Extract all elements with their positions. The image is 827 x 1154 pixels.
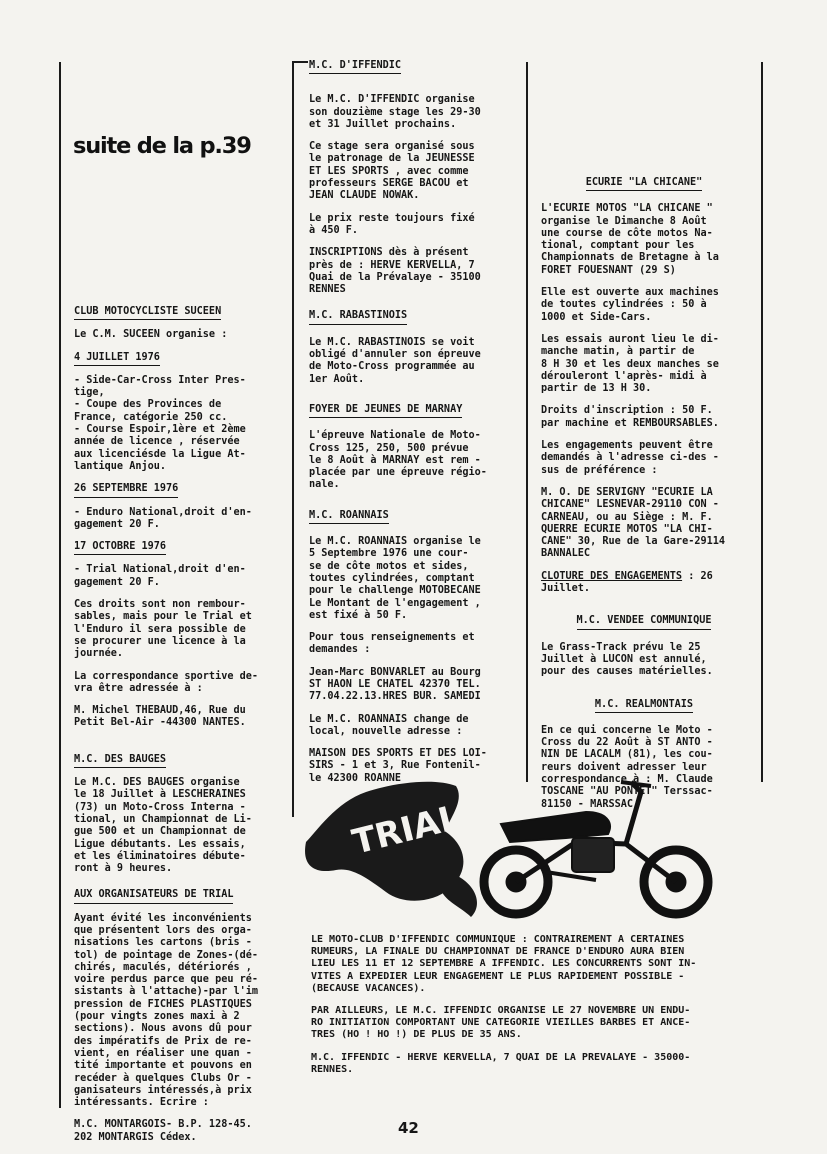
date-heading: 4 JUILLET 1976	[74, 352, 160, 366]
paragraph: L'épreuve Nationale de Moto- Cross 125, 250, 500 prévue le 8 Août à MARNAY est rem - placée par une épreuve régio- nale.	[309, 430, 487, 491]
section-heading-iffendic: M.C. D'IFFENDIC	[309, 60, 401, 74]
paragraph: Pour tous renseignements et demandes :	[309, 632, 475, 656]
column-2	[309, 60, 505, 795]
column-rule-right	[761, 62, 763, 782]
paragraph: L'ECURIE MOTOS "LA CHICANE " organise le Dimanche 8 Août une course de côte motos Na- tional, comptant pour les Championnats de Bretagne à la FORET FOUESNANT (29 S)	[541, 203, 719, 276]
page-number: 42	[398, 1119, 419, 1137]
paragraph: INSCRIPTIONS dès à présent près de : HERVE KERVELLA, 7 Quai de la Prévalaye - 35100 RENNES	[309, 247, 481, 296]
column-3	[541, 177, 747, 821]
paragraph: MAISON DES SPORTS ET DES LOI- SIRS - 1 et 3, Rue Fontenil- le 42300 ROANNE	[309, 748, 487, 784]
paragraph: - Side-Car-Cross Inter Pres- tige, - Coupe des Provinces de France, catégorie 250 cc. - Course Espoir,1ère et 2ème année de licence , réservée aux licenciésde la Ligue At- lantique Anjou.	[74, 374, 246, 472]
column-rule-left	[59, 62, 61, 1108]
section-heading-rabastinois: M.C. RABASTINOIS	[309, 310, 407, 324]
column-rule-mid-left	[292, 62, 294, 817]
paragraph: Droits d'inscription : 50 F. par machine et REMBOURSABLES.	[541, 405, 719, 429]
section-heading-marnay: FOYER DE JEUNES DE MARNAY	[309, 404, 462, 418]
paragraph: Les engagements peuvent être demandés à l'adresse ci-des - sus de préférence :	[541, 440, 719, 476]
paragraph: M. Michel THEBAUD,46, Rue du Petit Bel-Air -44300 NANTES.	[74, 705, 246, 729]
paragraph: Le M.C. D'IFFENDIC organise son douzième stage les 29-30 et 31 Juillet prochains.	[309, 94, 481, 130]
paragraph: La correspondance sportive de- vra être adressée à :	[74, 670, 259, 694]
section-heading-trial: AUX ORGANISATEURS DE TRIAL	[74, 889, 233, 903]
section-heading-vendee: M.C. VENDEE COMMUNIQUE	[577, 615, 712, 629]
paragraph: M.C. MONTARGOIS- B.P. 128-45. 202 MONTARGIS Cédex.	[74, 1119, 252, 1143]
section-heading-roannais: M.C. ROANNAIS	[309, 510, 389, 524]
section-heading-chicane: ECURIE "LA CHICANE"	[586, 177, 703, 191]
paragraph: Le M.C. ROANNAIS organise le 5 Septembre 1976 une cour- se de côte motos et sides, toutes cylindrées, comptant pour le challenge MOTOBECANE Le Montant de l'engagement , est fixé à 50 F.	[309, 536, 481, 621]
paragraph: M. O. DE SERVIGNY "ECURIE LA CHICANE" LESNEVAR-29110 CON - CARNEAU, ou au Siège : M. F. QUERRE ECURIE MOTOS "LA CHI- CANE" 30, Rue de la Gare-29114 BANNALEC	[541, 486, 726, 560]
date-heading: 26 SEPTEMBRE 1976	[74, 483, 178, 497]
cloture-label: CLOTURE DES ENGAGEMENTS	[541, 570, 683, 582]
section-heading-realmontais: M.C. REALMONTAIS	[595, 699, 693, 713]
paragraph: En ce qui concerne le Moto - Cross du 22 Août à ST ANTO - NIN DE LACALM (81), les cou- reurs doivent adresser leur correspondance à : M. Claude TOSCANE "AU PONTET" Terssac- 81150 - MARSSAC	[541, 724, 713, 810]
paragraph: Le M.C. DES BAUGES organise le 18 Juillet à LESCHERAINES (73) un Moto-Cross Interna - tional, un Championnat de Li- gue 500 et un Championnat de Ligue débutants. Les essais, et les éliminatoires débute- ront à 9 heures.	[74, 777, 252, 875]
paragraph: Le M.C. ROANNAIS change de local, nouvelle adresse :	[309, 713, 469, 737]
paragraph: Jean-Marc BONVARLET au Bourg ST HAON LE CHATEL 42370 TEL. 77.04.22.13.HRES BUR. SAMEDI	[309, 666, 481, 703]
date-heading: 17 OCTOBRE 1976	[74, 541, 166, 555]
paragraph: M.C. IFFENDIC - HERVE KERVELLA, 7 QUAI DE LA PREVALAYE - 35000- RENNES.	[311, 1051, 691, 1075]
paragraph: Ayant évité les inconvénients que présentent lors des orga- nisations les cartons (bris - tol) de pointage de Zones-(dé- chirés, maculés, détériorés , voire perdus parce que peu ré- sistants à l'attache)-par l'im pression de FICHES PLASTIQUES (pour vingts zones maxi à 2 sections). Nous avons dû pour des impératifs de Prix de re- vient, en réaliser une quan - tité importante et pouvons en recéder à quelques Clubs Or - ganisateurs intéressés,à prix intéressants. Ecrire :	[74, 912, 259, 1109]
section-heading-bauges: M.C. DES BAUGES	[74, 754, 166, 768]
paragraph: Ce stage sera organisé sous le patronage de la JEUNESSE ET LES SPORTS , avec comme professeurs SERGE BACOU et JEAN CLAUDE NOWAK.	[309, 141, 475, 202]
column-1	[74, 306, 268, 1154]
cloture-paragraph	[541, 571, 747, 596]
column-rule-mid-right	[526, 62, 528, 782]
paragraph: Ces droits sont non rembour- sables, mais pour le Trial et l'Enduro il sera possible de se procurer une licence à la journée.	[74, 599, 252, 660]
continued-heading: suite de la p.39	[73, 133, 251, 159]
trial-lettering-art	[305, 782, 477, 917]
paragraph: Les essais auront lieu le di- manche matin, à partir de 8 H 30 et les deux manches se dérouleront l'après- midi à partir de 13 H 30.	[541, 333, 719, 395]
paragraph: PAR AILLEURS, LE M.C. IFFENDIC ORGANISE LE 27 NOVEMBRE UN ENDU- RO INITIATION COMPORTANT UNE CATEGORIE VIEILLES BARBES ET ANCE- TRES (HO ! HO !) DE PLUS DE 35 ANS.	[311, 1005, 691, 1041]
motorcycle-icon	[484, 782, 708, 914]
paragraph: Le Grass-Track prévu le 25 Juillet à LUCON est annulé, pour des causes matérielles.	[541, 641, 713, 678]
paragraph: - Enduro National,droit d'en- gagement 20 F.	[74, 506, 252, 530]
top-rule-left	[292, 61, 308, 63]
trial-motorcycle-illustration	[296, 772, 736, 924]
paragraph: Le C.M. SUCEEN organise :	[74, 329, 228, 341]
paragraph: Le M.C. RABASTINOIS se voit obligé d'annuler son épreuve de Moto-Cross programmée au 1er Août.	[309, 336, 481, 385]
paragraph: LE MOTO-CLUB D'IFFENDIC COMMUNIQUE : CONTRAIREMENT A CERTAINES RUMEURS, LA FINALE DU CHAMPIONNAT DE FRANCE D'ENDURO AURA BIEN LIEU LES 11 ET 12 SEPTEMBRE A IFFENDIC. LES CONCURRENTS SONT IN- VITES A EXPEDIER LEUR ENGAGEMENT LE PLUS RAPIDEMENT POSSIBLE - (BECAUSE VACANCES).	[311, 934, 697, 994]
paragraph: Elle est ouverte aux machines de toutes cylindrées : 50 à 1000 et Side-Cars.	[541, 287, 719, 323]
section-heading-club-suceen: CLUB MOTOCYCLISTE SUCEEN	[74, 306, 221, 320]
cloture-text: : 26 Juillet.	[541, 570, 713, 595]
paragraph: - Trial National,droit d'en- gagement 20 F.	[74, 564, 246, 588]
bottom-notice	[311, 934, 748, 1086]
svg-text:TRIAL: TRIAL	[348, 797, 465, 863]
paragraph: Le prix reste toujours fixé à 450 F.	[309, 212, 475, 236]
